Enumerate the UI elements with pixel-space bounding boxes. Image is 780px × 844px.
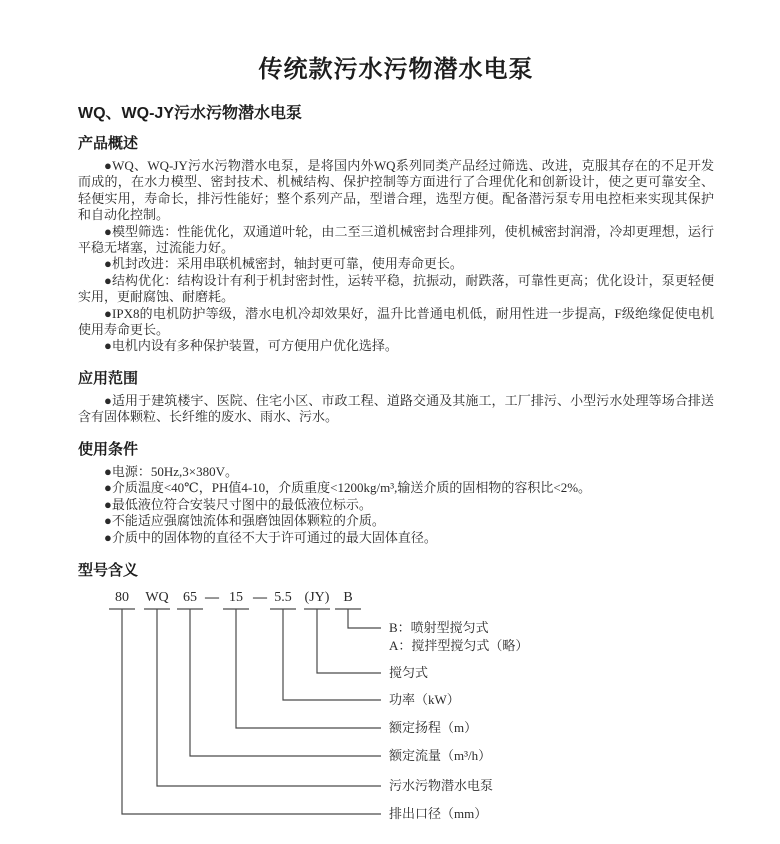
connector-flow: [190, 609, 381, 756]
connector-jy: [317, 609, 381, 673]
overview-paragraph: ●IPX8的电机防护等级，潜水电机冷却效果好，温升比普通电机低，耐用性进一步提高，F级绝缘促使电机使用寿命更长。: [78, 305, 714, 338]
connector-b: [348, 609, 381, 628]
model-label-rated-flow: 额定流量（m³/h）: [389, 747, 492, 763]
section-heading-overview: 产品概述: [78, 135, 139, 152]
overview-paragraph: ●电机内设有多种保护装置，可方便用户优化选择。: [104, 338, 398, 354]
model-token-power: 5.5: [274, 589, 292, 605]
model-token-series: WQ: [145, 589, 169, 605]
model-label-rated-head: 额定扬程（m）: [389, 719, 478, 735]
product-subtitle: WQ、WQ-JY污水污物潜水电泵: [78, 105, 302, 122]
model-label-a-stir-mixing: A：搅拌型搅匀式（略）: [389, 637, 529, 653]
overview-paragraph: ●机封改进：采用串联机械密封，轴封更可靠，使用寿命更长。: [104, 256, 463, 272]
condition-item: ●最低液位符合安装尺寸图中的最低液位标示。: [104, 496, 372, 512]
overview-paragraph: ●WQ、WQ-JY污水污物潜水电泵，是将国内外WQ系列同类产品经过筛选、改进，克服其存在的不足开发而成的，在水力模型、密封技术、机械结构、保护控制等方面进行了合理优化和创新设计，使之更可靠安全、轻便实用，寿命长，排污性能好；整个系列产品，型谱合理，选型方便。配备潜污泵专用电控柜来实现其保护和自动化控制。: [78, 158, 714, 223]
application-paragraph: ●适用于建筑楼宇、医院、住宅小区、市政工程、道路交通及其施工，工厂排污、小型污水处理等场合排送含有固体颗粒、长纤维的废水、雨水、污水。: [78, 392, 714, 425]
connector-power: [283, 609, 381, 700]
section-heading-model: 型号含义: [78, 561, 139, 579]
model-token-flow: 65: [183, 589, 197, 605]
condition-item: ●介质中的固体物的直径不大于许可通过的最大固体直径。: [104, 530, 437, 546]
overview-paragraph: ●结构优化：结构设计有利于机封密封性，运转平稳，抗振动，耐跌落，可靠性更高；优化设计，泵更轻便实用，更耐腐蚀、耐磨耗。: [78, 272, 714, 305]
model-label-outlet-diameter: 排出口径（mm）: [389, 805, 488, 821]
model-token-outlet-diameter: 80: [115, 589, 129, 605]
section-heading-conditions: 使用条件: [78, 440, 139, 458]
connector-outlet: [122, 609, 381, 814]
model-token-b: B: [343, 589, 353, 605]
model-meaning-diagram: [0, 588, 780, 838]
model-label-power: 功率（kW）: [389, 691, 460, 707]
section-heading-application: 应用范围: [78, 369, 139, 387]
condition-item: ●不能适应强腐蚀流体和强磨蚀固体颗粒的介质。: [104, 513, 385, 529]
page-title: 传统款污水污物潜水电泵: [258, 56, 534, 83]
model-token-jy: (JY): [304, 589, 330, 605]
model-token-dash: —: [205, 589, 219, 605]
model-label-pump-name: 污水污物潜水电泵: [389, 777, 494, 793]
connector-head: [236, 609, 381, 728]
model-label-mixing-type: 搅匀式: [389, 664, 429, 680]
model-token-head: 15: [229, 589, 243, 605]
condition-item: ●介质温度<40℃，PH值4-10，介质重度<1200kg/m³,输送介质的固相物的容积比<2%。: [104, 480, 592, 496]
condition-item: ●电源：50Hz,3×380V。: [104, 463, 238, 479]
overview-paragraph: ●模型筛选：性能优化，双通道叶轮，由二至三道机械密封合理排列，使机械密封润滑，冷却更理想，运行平稳无堵塞，过流能力好。: [78, 223, 714, 256]
model-token-dash: —: [253, 589, 267, 605]
model-label-b-jet-mixing: B：喷射型搅匀式: [389, 619, 489, 635]
